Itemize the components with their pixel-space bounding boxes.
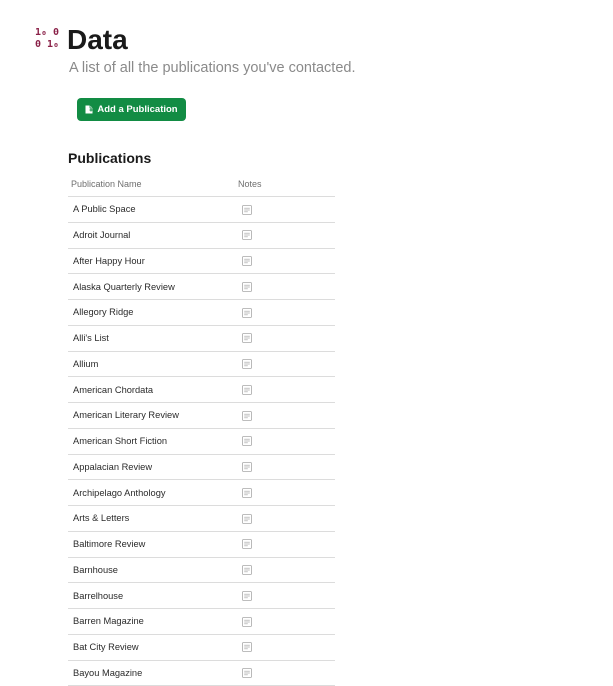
page-subtitle: A list of all the publications you've contacted. — [69, 59, 356, 77]
table-row[interactable] — [68, 635, 335, 661]
publication-name-cell[interactable]: Adroit Journal — [68, 230, 235, 240]
publications-heading: Publications — [68, 149, 151, 167]
note-icon[interactable] — [242, 230, 252, 240]
note-icon[interactable] — [242, 565, 252, 575]
publication-name-cell[interactable]: Allegory Ridge — [68, 307, 235, 317]
table-row[interactable] — [68, 352, 335, 378]
document-add-icon — [85, 105, 93, 114]
table-row[interactable] — [68, 429, 335, 455]
note-icon[interactable] — [242, 617, 252, 627]
note-icon[interactable] — [242, 411, 252, 421]
table-row[interactable] — [68, 609, 335, 635]
publication-name-cell[interactable]: Alli's List — [68, 333, 235, 343]
note-icon[interactable] — [242, 333, 252, 343]
table-row[interactable] — [68, 249, 335, 275]
table-row[interactable] — [68, 223, 335, 249]
table-row[interactable] — [68, 326, 335, 352]
publication-name-cell[interactable]: American Literary Review — [68, 410, 235, 420]
notes-cell[interactable] — [235, 256, 335, 267]
publication-name-cell[interactable]: Alaska Quarterly Review — [68, 282, 235, 292]
notes-cell[interactable] — [235, 230, 335, 241]
publication-name-cell[interactable]: Baltimore Review — [68, 539, 235, 549]
note-icon[interactable] — [242, 591, 252, 601]
table-row[interactable] — [68, 506, 335, 532]
table-row[interactable] — [68, 558, 335, 584]
publication-name-cell[interactable]: Archipelago Anthology — [68, 488, 235, 498]
note-icon[interactable] — [242, 385, 252, 395]
notes-cell[interactable] — [235, 436, 335, 447]
note-icon[interactable] — [242, 436, 252, 446]
publication-name-cell[interactable]: Barrelhouse — [68, 591, 235, 601]
table-header — [68, 171, 335, 197]
notes-cell[interactable] — [235, 565, 335, 576]
note-icon[interactable] — [242, 256, 252, 266]
add-publication-button[interactable] — [77, 98, 186, 121]
table-row[interactable] — [68, 532, 335, 558]
note-icon[interactable] — [242, 462, 252, 472]
table-row[interactable] — [68, 274, 335, 300]
note-icon[interactable] — [242, 514, 252, 524]
publication-name-cell[interactable]: American Chordata — [68, 385, 235, 395]
column-header-publication-name[interactable]: Publication Name — [68, 179, 235, 189]
notes-cell[interactable] — [235, 513, 335, 524]
page-icon-line-2: 0 1₀ — [35, 39, 61, 51]
notes-cell[interactable] — [235, 307, 335, 318]
notes-cell[interactable] — [235, 333, 335, 344]
note-icon[interactable] — [242, 282, 252, 292]
note-icon[interactable] — [242, 488, 252, 498]
table-row[interactable] — [68, 455, 335, 481]
notes-cell[interactable] — [235, 384, 335, 395]
table-row[interactable] — [68, 197, 335, 223]
publication-name-cell[interactable]: A Public Space — [68, 204, 235, 214]
notes-cell[interactable] — [235, 590, 335, 601]
binary-page-icon — [35, 27, 61, 51]
table-row[interactable] — [68, 480, 335, 506]
table-body — [68, 197, 335, 686]
notes-cell[interactable] — [235, 204, 335, 215]
note-icon[interactable] — [242, 359, 252, 369]
add-publication-label: Add a Publication — [97, 104, 177, 115]
publication-name-cell[interactable]: Bat City Review — [68, 642, 235, 652]
publication-name-cell[interactable]: Barnhouse — [68, 565, 235, 575]
notes-cell[interactable] — [235, 410, 335, 421]
note-icon[interactable] — [242, 205, 252, 215]
publication-name-cell[interactable]: Appalacian Review — [68, 462, 235, 472]
publication-name-cell[interactable]: Barren Magazine — [68, 616, 235, 626]
notes-cell[interactable] — [235, 462, 335, 473]
publication-name-cell[interactable]: Allium — [68, 359, 235, 369]
page-title: Data — [67, 21, 128, 59]
notes-cell[interactable] — [235, 359, 335, 370]
notes-cell[interactable] — [235, 281, 335, 292]
notes-cell[interactable] — [235, 642, 335, 653]
notes-cell[interactable] — [235, 668, 335, 679]
note-icon[interactable] — [242, 668, 252, 678]
note-icon[interactable] — [242, 642, 252, 652]
table-row[interactable] — [68, 661, 335, 686]
table-row[interactable] — [68, 403, 335, 429]
notes-cell[interactable] — [235, 539, 335, 550]
publication-name-cell[interactable]: Arts & Letters — [68, 513, 235, 523]
publication-name-cell[interactable]: After Happy Hour — [68, 256, 235, 266]
column-header-notes[interactable]: Notes — [235, 179, 335, 189]
publications-table — [68, 171, 335, 686]
table-row[interactable] — [68, 300, 335, 326]
publication-name-cell[interactable]: American Short Fiction — [68, 436, 235, 446]
page-icon-line-1: 1₀ 0 — [35, 27, 61, 39]
publication-name-cell[interactable]: Bayou Magazine — [68, 668, 235, 678]
notes-cell[interactable] — [235, 616, 335, 627]
note-icon[interactable] — [242, 539, 252, 549]
notes-cell[interactable] — [235, 487, 335, 498]
table-row[interactable] — [68, 377, 335, 403]
note-icon[interactable] — [242, 308, 252, 318]
table-row[interactable] — [68, 583, 335, 609]
